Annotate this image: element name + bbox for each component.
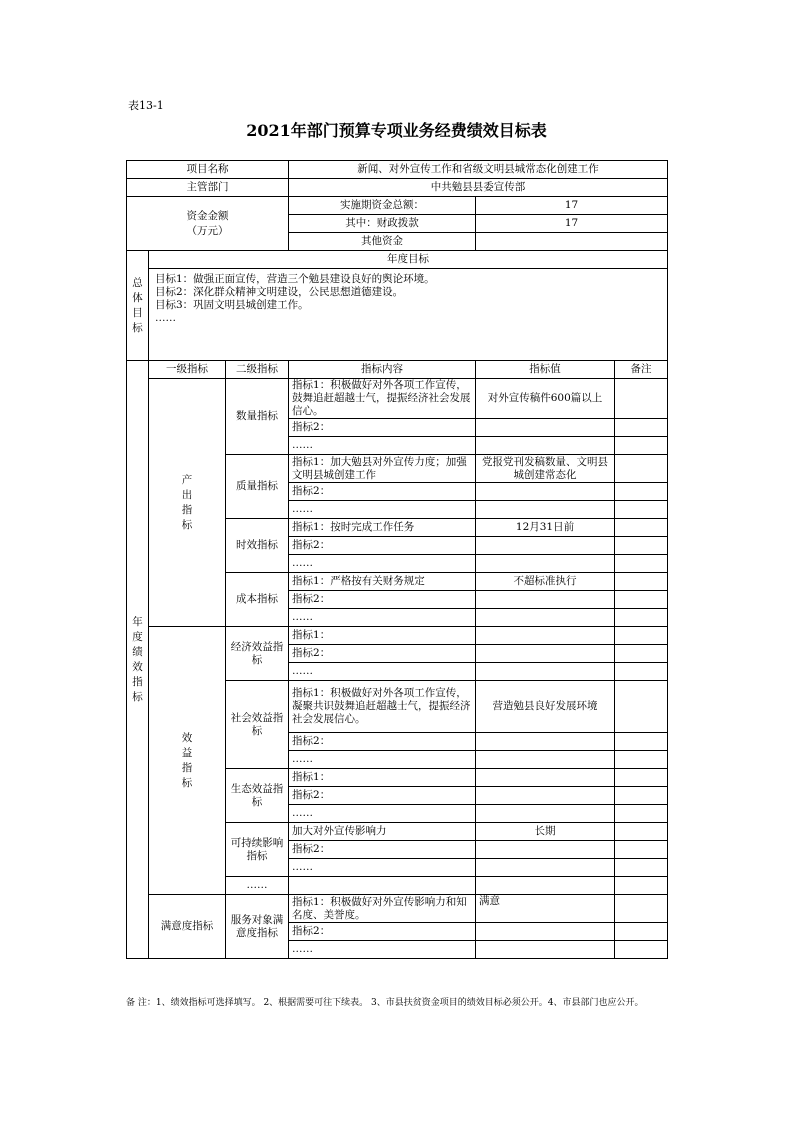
table-row: 指标2：	[127, 923, 668, 941]
fund-fiscal-value: 17	[476, 215, 668, 233]
indicator-value: 党报党刊发稿数量、文明县城创建常态化	[476, 455, 615, 483]
indicator-value: 营造勉县良好发展环境	[476, 681, 615, 733]
indicator-content: 指标1：加大勉县对外宣传力度；加强文明县城创建工作	[289, 455, 476, 483]
indicator-value: 12月31日前	[476, 519, 615, 537]
overall-goal-label: 总 体 目 标	[127, 251, 149, 361]
fund-total-label: 实施期资金总额：	[289, 197, 476, 215]
header-remark: 备注	[615, 361, 668, 379]
table-row: ……	[127, 805, 668, 823]
table-row: ……	[127, 941, 668, 959]
header-level1: 一级指标	[149, 361, 226, 379]
goal-1: 目标1：做强正面宣传，营造三个勉县建设良好的舆论环境。	[155, 273, 435, 285]
indicator-value: 不超标准执行	[476, 573, 615, 591]
table-row: ……	[127, 663, 668, 681]
table-row	[127, 627, 668, 645]
economic-benefit-indicator: 经济效益指标	[226, 627, 289, 681]
satisfaction-indicator-label: 满意度指标	[149, 895, 226, 959]
indicator-value: 对外宣传稿件600篇以上	[476, 379, 615, 419]
sustainable-impact-indicator: 可持续影响指标	[226, 823, 289, 877]
timeliness-indicator: 时效指标	[226, 519, 289, 573]
table-row: ……	[127, 751, 668, 769]
table-row: 指标2：	[127, 419, 668, 437]
footnote: 备 注：1、绩效指标可选择填写。 2、根据需要可往下续表。 3、市县扶贫资金项目的绩效目标必须公开。4、市县部门也应公开。	[126, 998, 644, 1008]
perf-header-row	[127, 361, 668, 379]
fund-unit: （万元）	[186, 224, 229, 237]
department-row	[127, 179, 668, 197]
fund-fiscal-label: 其中：财政拨款	[289, 215, 476, 233]
project-name-label: 项目名称	[127, 161, 289, 179]
goal-more: ……	[155, 312, 176, 324]
indicator-content: 指标1：严格按有关财务规定	[289, 573, 476, 591]
fund-total-value: 17	[476, 197, 668, 215]
annual-goal-header: 年度目标	[149, 251, 668, 269]
fund-amount-label	[127, 197, 289, 251]
cost-indicator: 成本指标	[226, 573, 289, 627]
indicator-content: 指标1：	[289, 769, 476, 787]
table-row: ……	[127, 609, 668, 627]
department-label: 主管部门	[127, 179, 289, 197]
fund-label: 资金金额	[186, 209, 229, 222]
fund-other-value	[476, 233, 668, 251]
ecological-benefit-indicator: 生态效益指标	[226, 769, 289, 823]
indicator-content: 指标1：	[289, 627, 476, 645]
fund-total-row	[127, 197, 668, 215]
table-row: ……	[127, 437, 668, 455]
indicator-content: 加大对外宣传影响力	[289, 823, 476, 841]
remark-cell	[615, 379, 668, 419]
page-title: 2021年部门预算专项业务经费绩效目标表	[246, 121, 547, 140]
table-row: 指标2：	[127, 841, 668, 859]
table-row: 指标2：	[127, 645, 668, 663]
indicator-value: 满意	[476, 895, 615, 923]
goal-3: 目标3：巩固文明县城创建工作。	[155, 299, 309, 311]
annual-performance-label: 年 度 绩 效 指 标	[127, 361, 149, 959]
goals-content	[149, 269, 668, 361]
table-row: ……	[127, 859, 668, 877]
indicator-content: 指标1：积极做好对外各项工作宣传，鼓舞追赶超越士气，提振经济社会发展信心。	[289, 379, 476, 419]
table-row: ……	[127, 501, 668, 519]
benefit-indicator-label: 效 益 指 标	[149, 627, 226, 895]
indicator-content: 指标1：积极做好对外宣传影响力和知名度、美誉度。	[289, 895, 476, 923]
social-benefit-indicator: 社会效益指标	[226, 681, 289, 769]
table-row: 指标2：	[127, 483, 668, 501]
service-satisfaction-indicator: 服务对象满意度指标	[226, 895, 289, 959]
table-row: 指标2：	[127, 733, 668, 751]
table-row: 指标2：	[127, 787, 668, 805]
project-name-row	[127, 161, 668, 179]
indicator-value: 长期	[476, 823, 615, 841]
table-row: 指标2：	[127, 537, 668, 555]
more-indicator: ……	[226, 877, 289, 895]
header-content: 指标内容	[289, 361, 476, 379]
indicator-content: 指标1：按时完成工作任务	[289, 519, 476, 537]
table-row	[127, 895, 668, 923]
table-number: 表13-1	[128, 99, 164, 112]
table-row: ……	[127, 555, 668, 573]
quality-indicator: 质量指标	[226, 455, 289, 519]
goal-2: 目标2：深化群众精神文明建设，公民思想道德建设。	[155, 286, 404, 298]
quantity-indicator: 数量指标	[226, 379, 289, 455]
table-row	[127, 379, 668, 419]
indicator-content: 指标1：积极做好对外各项工作宣传，凝聚共识鼓舞追赶超越士气，提振经济社会发展信心。	[289, 681, 476, 733]
output-indicator-label: 产 出 指 标	[149, 379, 226, 627]
header-value: 指标值	[476, 361, 615, 379]
goals-content-row	[127, 269, 668, 361]
fund-other-label: 其他资金	[289, 233, 476, 251]
project-name-value: 新闻、对外宣传工作和省级文明县城常态化创建工作	[289, 161, 668, 179]
table-row: 指标2：	[127, 591, 668, 609]
department-value: 中共勉县县委宣传部	[289, 179, 668, 197]
header-level2: 二级指标	[226, 361, 289, 379]
performance-table	[126, 160, 668, 959]
goals-header-row	[127, 251, 668, 269]
